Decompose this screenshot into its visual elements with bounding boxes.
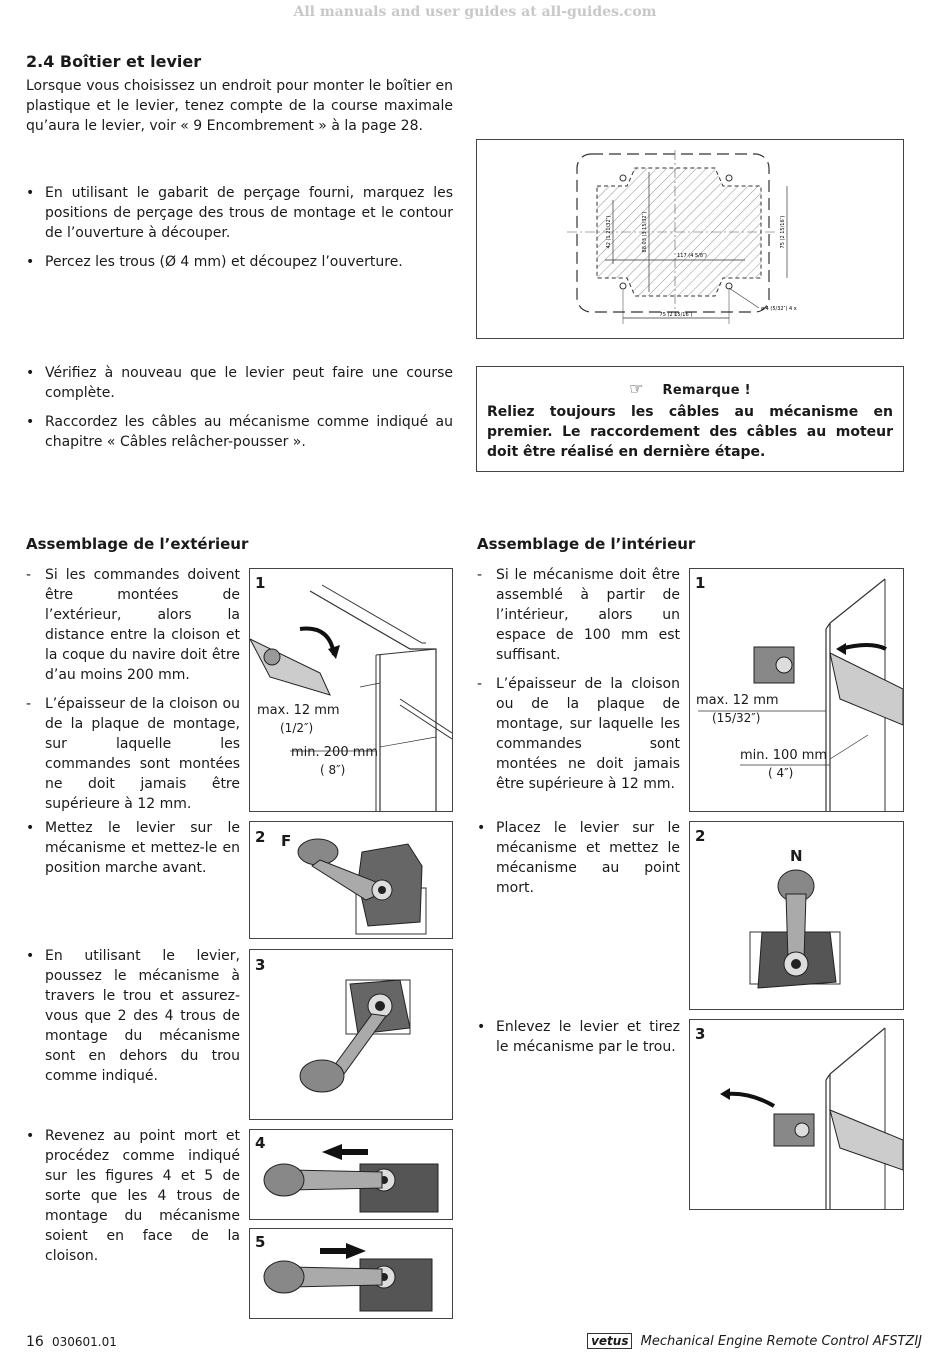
list-item: - Si les commandes doivent être montées de l’extérieur, alors la distance entre la cloison et la coque du navire doit être d’au moins 200 mm. <box>26 565 240 685</box>
list-item: - Si le mécanisme doit être assemblé à partir de l’intérieur, alors un espace de 100 mm est suffisant. <box>477 565 680 665</box>
max-thickness-label: max. 12 mm <box>696 693 779 708</box>
exterior-figure-1 <box>249 568 453 812</box>
figure-number: 3 <box>255 956 266 974</box>
document-title: Mechanical Engine Remote Control AFSTZIJ <box>640 1334 922 1349</box>
figure-number: 2 <box>255 828 266 846</box>
note-box <box>476 366 904 472</box>
list-item: • Percez les trous (Ø 4 mm) et découpez l’ouverture. <box>26 252 453 272</box>
list-item: - L’épaisseur de la cloison ou de la plaque de montage, sur laquelle les commandes sont montées ne doit jamais être supérieure à 12 mm. <box>477 674 680 794</box>
min-distance-sub: ( 8″) <box>320 763 346 777</box>
page-footer-left <box>26 1334 117 1350</box>
figure-number: 1 <box>255 574 266 592</box>
min-distance-label: min. 200 mm <box>291 745 379 760</box>
exterior-items <box>26 565 240 823</box>
min-distance-label: min. 100 mm <box>740 748 828 763</box>
section-intro: Lorsque vous choisissez un endroit pour monter le boîtier en plastique et le levier, tenez compte de la course maximale qu’aura le levier, voir « 9 Encombrement » à la page 28. <box>26 78 453 134</box>
interior-items <box>477 565 680 803</box>
section-title: 2.4 Boîtier et levier <box>26 52 202 71</box>
dim-height-2: 88.03 (3 15/32″) <box>642 211 648 253</box>
lever-push-drawing <box>250 950 452 1119</box>
max-thickness-sub: (1/2″) <box>280 721 314 735</box>
interior-fig3-drawing <box>690 1020 903 1209</box>
drill-template-drawing <box>477 140 903 338</box>
figure-number: 4 <box>255 1134 266 1152</box>
exterior-fig1-drawing <box>250 569 452 811</box>
lever-neutral-drawing <box>250 1130 452 1219</box>
dim-height-1: 42 (1 21/32″) <box>606 215 612 249</box>
exterior-step-4 <box>26 1126 240 1275</box>
dim-width-inner: 117 (4 5/8″) <box>677 253 707 259</box>
page-number: 16 <box>26 1334 44 1350</box>
exterior-step-3 <box>26 946 240 1095</box>
list-item: • Raccordez les câbles au mécanisme comme indiqué au chapitre « Câbles relâcher-pousser ». <box>26 412 453 452</box>
figure-number: 1 <box>695 574 706 592</box>
note-text: Reliez toujours les câbles au mécanisme en premier. Le raccordement des câbles au moteur doit être réalisé en dernière étape. <box>487 404 893 460</box>
bullets-mid <box>26 363 453 461</box>
figure-number: 5 <box>255 1233 266 1251</box>
page-footer-right <box>587 1334 922 1349</box>
figure-number: 2 <box>695 827 706 845</box>
interior-step-3 <box>477 1017 680 1066</box>
list-item: • Mettez le levier sur le mécanisme et mettez-le en position marche avant. <box>26 818 240 878</box>
brand-logo: vetus <box>587 1333 632 1349</box>
interior-figure-3 <box>689 1019 904 1210</box>
exterior-figure-5 <box>249 1228 453 1319</box>
interior-fig1-drawing <box>690 569 903 811</box>
exterior-figure-2 <box>249 821 453 939</box>
list-item: - L’épaisseur de la cloison ou de la plaque de montage, sur laquelle les commandes sont montées ne doit jamais être supérieure à 12 mm. <box>26 694 240 814</box>
lever-slide-drawing <box>250 1229 452 1318</box>
list-item: • Revenez au point mort et procédez comme indiqué sur les figures 4 et 5 de sorte que les 4 trous de montage du mécanisme soient en face de la cloison. <box>26 1126 240 1266</box>
exterior-step-2 <box>26 818 240 887</box>
dim-height-right: 75 (2 15/16″) <box>780 215 786 249</box>
list-item: • En utilisant le gabarit de perçage fourni, marquez les positions de perçage des trous de montage et le contour de l’ouverture à découper. <box>26 183 453 243</box>
watermark: All manuals and user guides at all-guides.com <box>293 4 657 20</box>
max-thickness-label: max. 12 mm <box>257 703 340 718</box>
dim-hole: ø 4 (5/32″) 4 x <box>761 306 797 312</box>
min-distance-sub: ( 4″) <box>768 766 794 780</box>
interior-figure-2 <box>689 821 904 1010</box>
exterior-figure-4 <box>249 1129 453 1220</box>
lever-neutral-interior-drawing <box>690 822 903 1009</box>
list-item: • Vérifiez à nouveau que le levier peut faire une course complète. <box>26 363 453 403</box>
interior-figure-1 <box>689 568 904 812</box>
interior-step-2 <box>477 818 680 907</box>
list-item: • Enlevez le levier et tirez le mécanisme par le trou. <box>477 1017 680 1057</box>
list-item: • En utilisant le levier, poussez le mécanisme à travers le trou et assurez-vous que 2 des 4 trous de montage du mécanisme sont en dehors du trou comme indiqué. <box>26 946 240 1086</box>
dim-width-bottom: 75 (2 15/16″) <box>659 312 693 318</box>
list-item: • Placez le levier sur le mécanisme et mettez le mécanisme au point mort. <box>477 818 680 898</box>
exterior-heading: Assemblage de l’extérieur <box>26 535 249 553</box>
drill-template-figure <box>476 139 904 339</box>
bullets-top <box>26 183 453 281</box>
forward-letter: F <box>281 832 292 850</box>
document-code: 030601.01 <box>51 1335 117 1349</box>
note-header <box>487 379 893 398</box>
pointing-hand-icon: ☞ <box>629 379 644 398</box>
neutral-letter: N <box>790 847 803 865</box>
lever-forward-drawing <box>250 822 452 938</box>
figure-number: 3 <box>695 1025 706 1043</box>
max-thickness-sub: (15/32″) <box>712 711 761 725</box>
exterior-figure-3 <box>249 949 453 1120</box>
note-title: Remarque ! <box>662 383 751 398</box>
interior-heading: Assemblage de l’intérieur <box>477 535 696 553</box>
